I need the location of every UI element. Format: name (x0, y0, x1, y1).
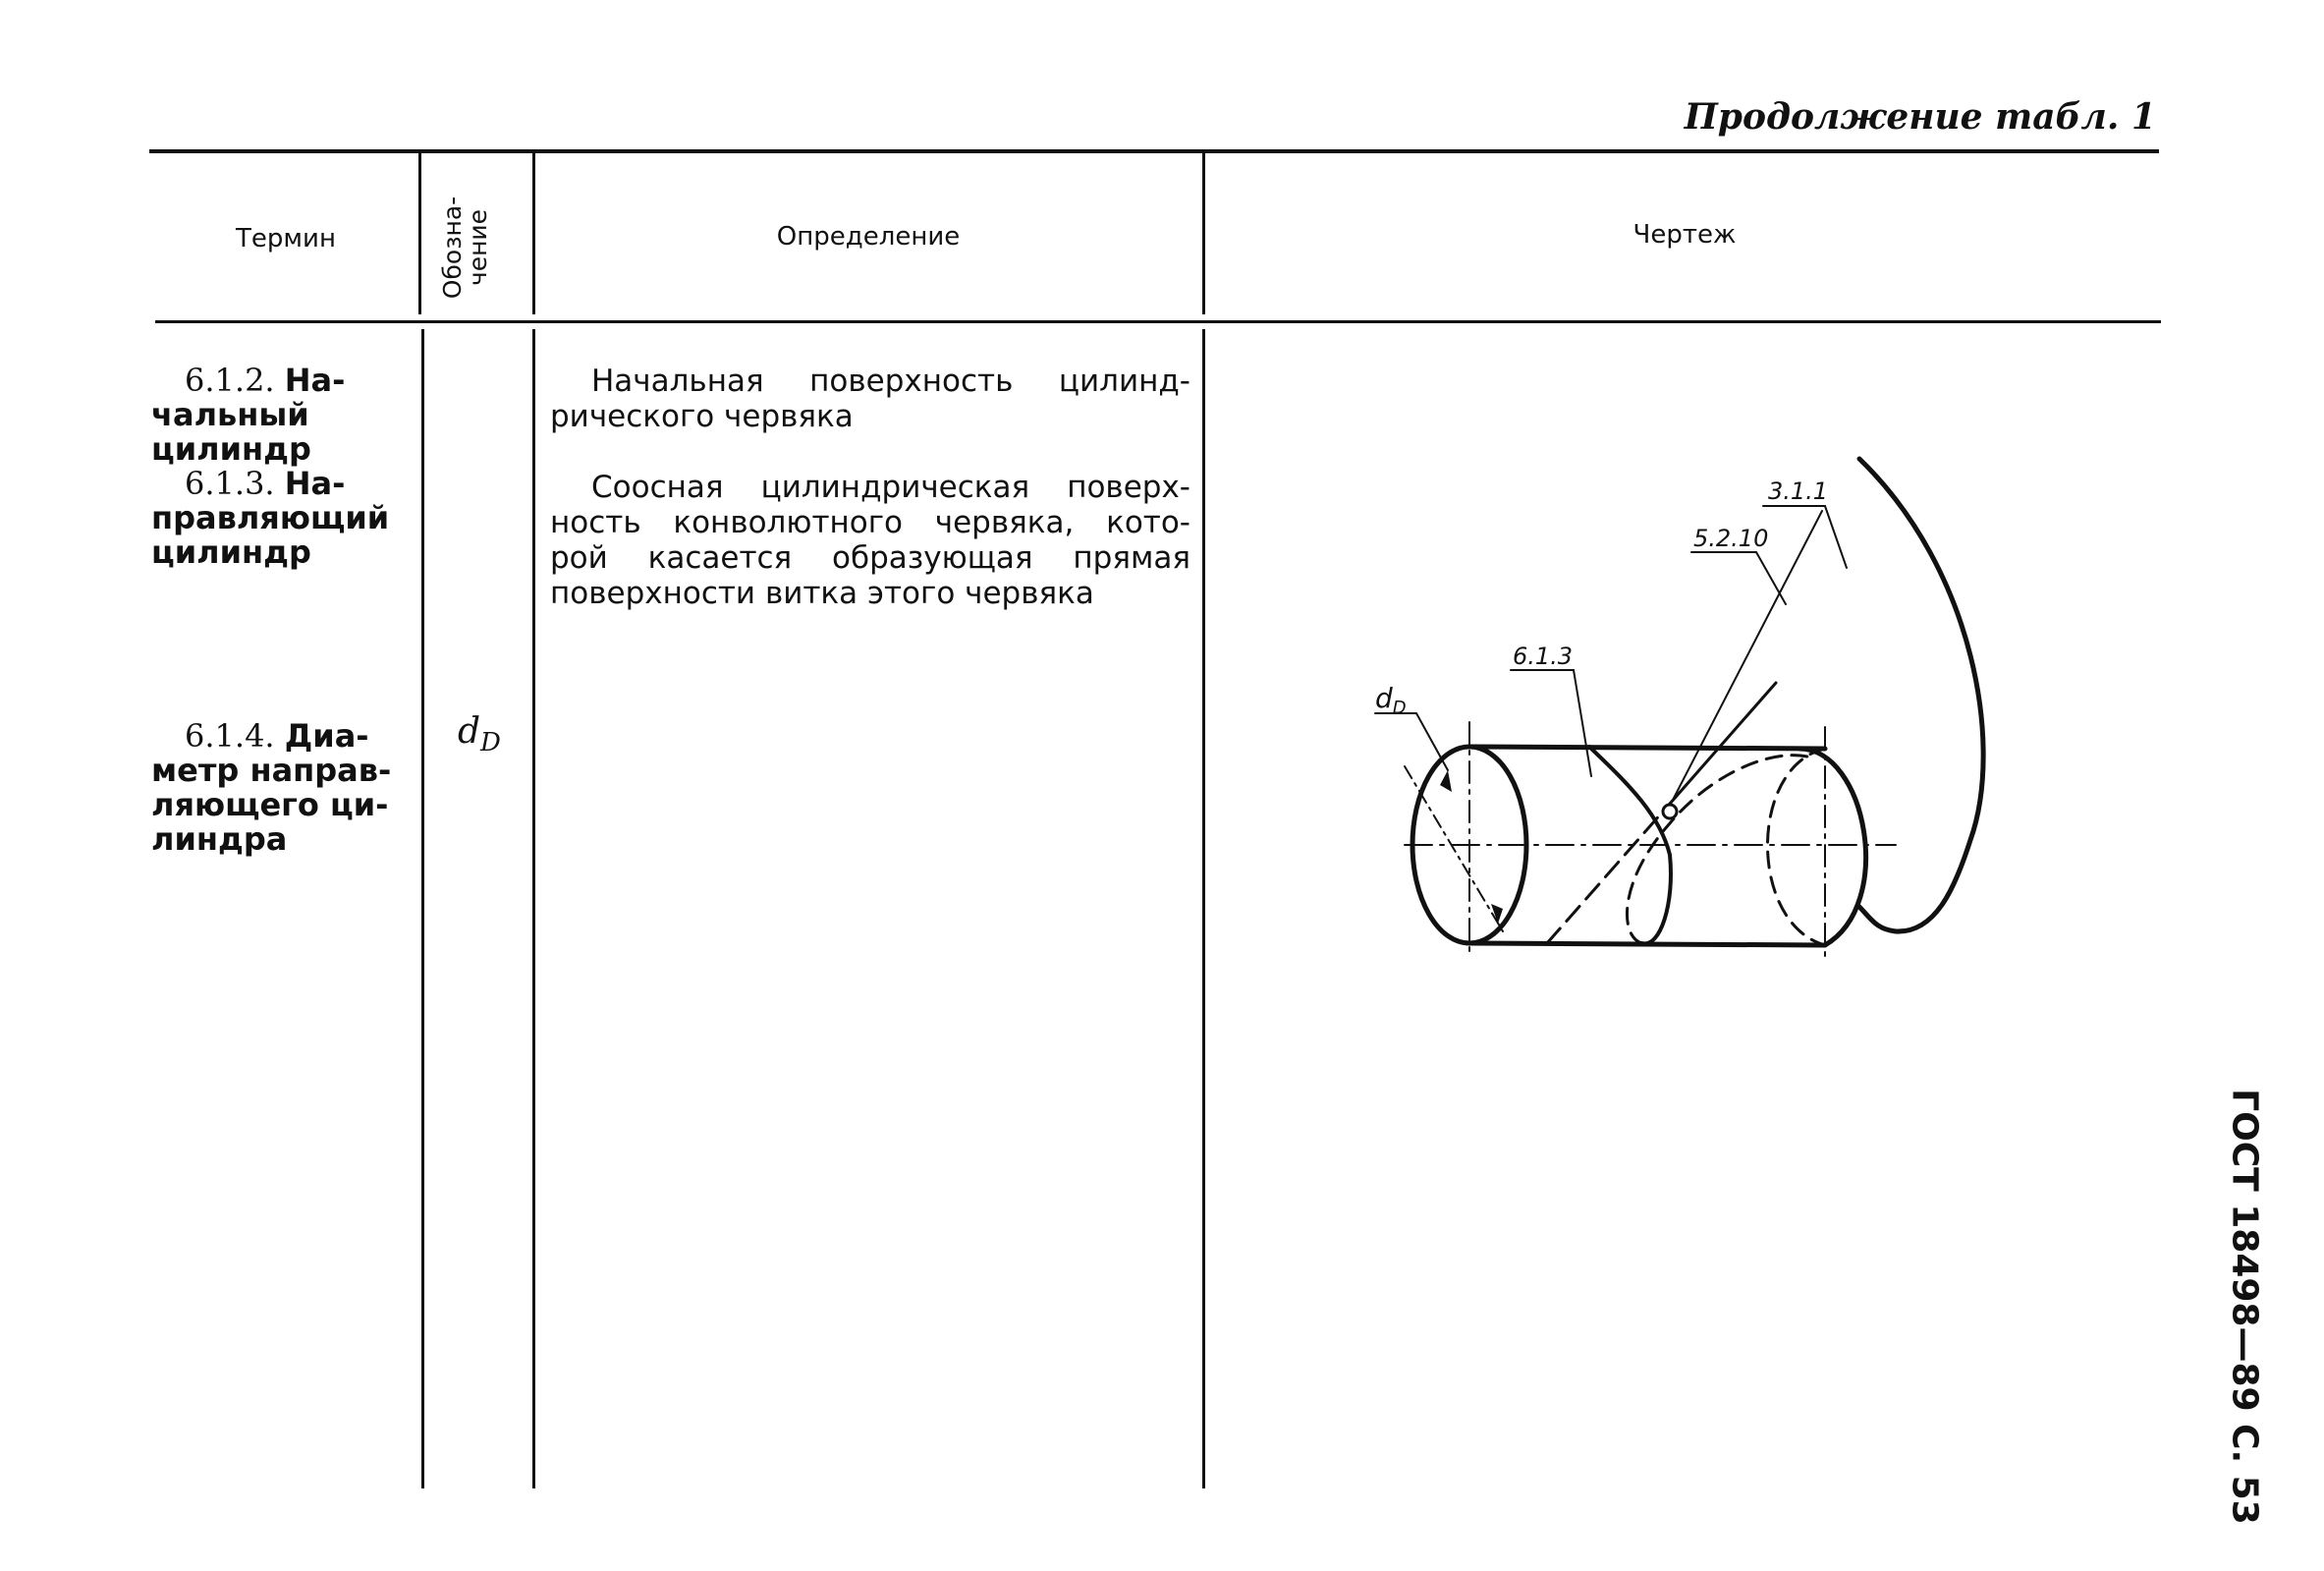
label-5-2-10: 5.2.10 (1693, 525, 1769, 552)
thread-profile-curve (1858, 459, 1983, 931)
column-divider-3 (1202, 153, 1205, 314)
cylinder-right-end (1799, 749, 1866, 945)
table-top-rule (149, 149, 2159, 153)
designation-6-1-4 (458, 711, 501, 757)
table-header-rule (155, 320, 2161, 323)
generatrix-line (1547, 804, 1670, 943)
contact-point (1663, 805, 1677, 818)
term-number: 6.1.4. (185, 717, 275, 755)
table-continuation-label: Продолжение табл. 1 (1684, 96, 2156, 138)
term-line: На- (284, 465, 346, 502)
term-line: линдра (151, 820, 288, 858)
header-term: Термин (236, 224, 336, 253)
definition-line: рой касается образующая прямая (550, 540, 1190, 576)
helix-hidden (1627, 756, 1807, 943)
term-line: метр направ- (151, 752, 392, 789)
column-divider-2-body (532, 329, 535, 1488)
term-6-1-3 (151, 467, 416, 570)
term-line: правляющий (151, 499, 390, 536)
label-dd (1375, 682, 1407, 718)
definition-line: поверхности витка этого червяка (550, 576, 1094, 611)
header-definition: Определение (776, 222, 961, 252)
right-end-hidden (1768, 749, 1826, 945)
column-divider-3-body (1202, 329, 1205, 1488)
leader-6-1-3 (1511, 670, 1591, 776)
term-line: Диа- (284, 717, 369, 755)
worm-cylinder-drawing (1208, 334, 2161, 1022)
side-standard-note (2215, 1089, 2274, 1525)
term-number: 6.1.2. (185, 362, 275, 399)
term-number: 6.1.3. (185, 465, 275, 502)
term-line: чальный (151, 396, 309, 433)
term-line: цилиндр (151, 533, 311, 571)
leader-3-1-1-tick (1763, 506, 1847, 568)
leader-5-2-10 (1691, 552, 1786, 604)
diameter-dimension-line (1405, 766, 1503, 931)
term-6-1-4 (151, 719, 416, 857)
definition-line: Соосная цилиндрическая поверх- (591, 470, 1190, 505)
term-line: цилиндр (151, 430, 311, 468)
term-line: ляющего ци- (151, 786, 389, 823)
term-6-1-2 (151, 364, 416, 467)
dimension-arrow-top (1440, 770, 1452, 792)
column-divider-2 (532, 153, 535, 314)
definition-line: Начальная поверхность цилинд- (591, 364, 1190, 399)
definition-6-1-3 (550, 470, 1190, 611)
header-drawing: Чертеж (1632, 220, 1737, 250)
header-designation (411, 179, 521, 316)
header-designation-line2: чение (464, 208, 492, 287)
definition-6-1-2 (550, 364, 1190, 434)
term-line: На- (284, 362, 346, 399)
side-standard-text: ГОСТ 18498—89 С. 53 (2224, 1089, 2265, 1525)
label-dd-symbol: d (1375, 682, 1393, 714)
column-divider-1-body (421, 329, 424, 1488)
definition-line: рического червяка (550, 399, 854, 434)
label-3-1-1: 3.1.1 (1768, 477, 1829, 505)
cylinder-top-edge (1469, 747, 1825, 749)
definition-line: ность конволютного червяка, кото- (550, 505, 1190, 540)
header-designation-line1: Обозна- (438, 196, 467, 300)
label-dd-subscript: D (1392, 698, 1407, 718)
designation-symbol: d (458, 711, 481, 752)
label-6-1-3: 6.1.3 (1513, 643, 1574, 670)
designation-subscript: D (480, 728, 501, 758)
